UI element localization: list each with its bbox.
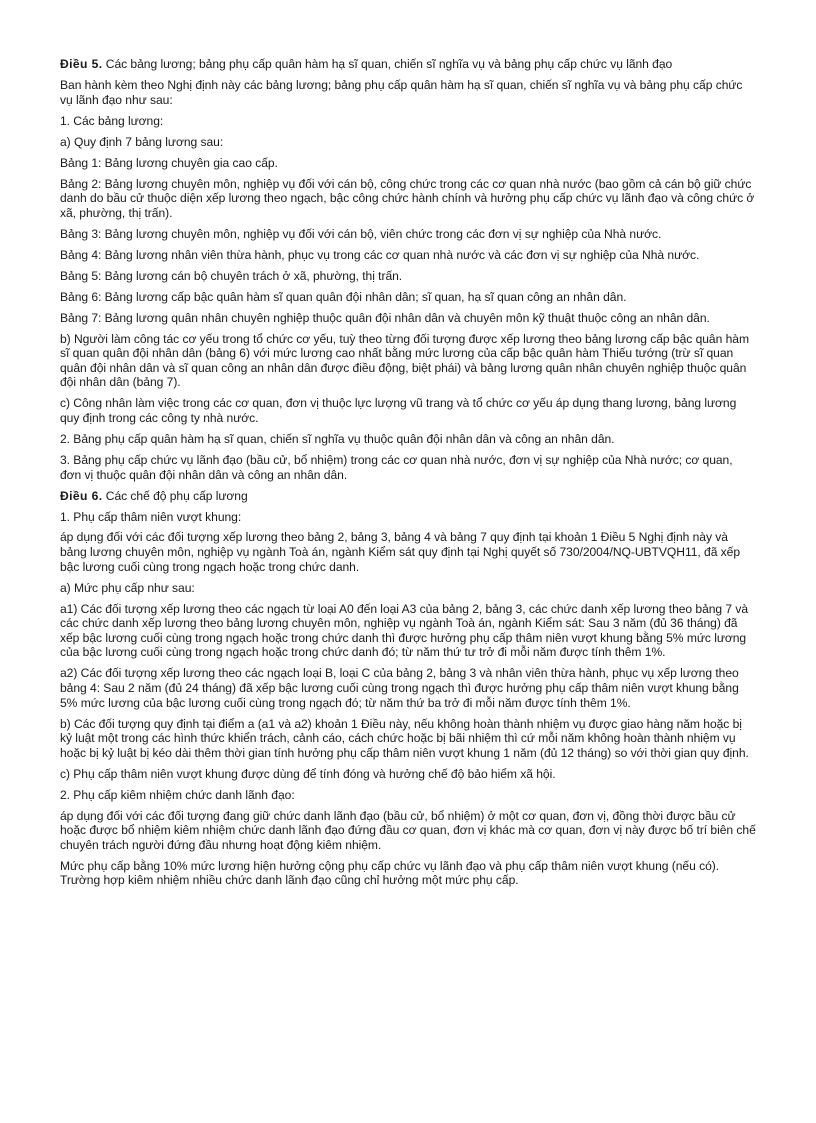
section-1c: c) Công nhân làm việc trong các cơ quan, đơn vị thuộc lực lượng vũ trang và tổ chức cơ yếu áp dụng thang lương, bảng lương quy định trong các công ty nhà nước. [60, 396, 737, 425]
article-6-title: Các chế độ phụ cấp lương [102, 488, 248, 503]
table-2-item: Bảng 2: Bảng lương chuyên môn, nghiệp vụ đối với cán bộ, công chức trong các cơ quan nhà nước (bao gồm cả cán bộ giữ chức danh do bầu cử thuộc diện xếp lương theo ngạch, bậc công chức hành chính và hưởng phụ cấp chức vụ lãnh đạo và công chức ở xã, phường, thị trấn). [60, 176, 755, 220]
table-1-item: Bảng 1: Bảng lương chuyên gia cao cấp. [60, 155, 278, 170]
article-5-title: Các bảng lương; bảng phụ cấp quân hàm hạ sĩ quan, chiến sĩ nghĩa vụ và bảng phụ cấp chức vụ lãnh đạo [102, 57, 673, 71]
table-3-item: Bảng 3: Bảng lương chuyên môn, nghiệp vụ đối với cán bộ, viên chức trong các đơn vị sự nghiệp của Nhà nước. [60, 226, 662, 241]
article-5-number: Điều 5. [60, 57, 103, 71]
table-6-item: Bảng 6: Bảng lương cấp bậc quân hàm sĩ quan quân đội nhân dân; sĩ quan, hạ sĩ quan công an nhân dân. [60, 289, 627, 304]
a6-section-2-intro: áp dụng đối với các đối tượng đang giữ chức danh lãnh đạo (bầu cử, bổ nhiệm) ở một cơ quan, đơn vị, đồng thời được bầu cử hoặc được bổ nhiệm kiêm nhiệm chức danh lãnh đạo đứng đầu cơ quan, đơn vị khác mà cơ quan, đơn vị này được bố trí biên chế chuyên trách người đứng đầu nhưng hoạt động kiêm nhiệm. [60, 808, 756, 852]
a6-section-1b: b) Các đối tượng quy định tại điểm a (a1 và a2) khoản 1 Điều này, nếu không hoàn thành nhiệm vụ được giao hàng năm hoặc bị kỷ luật một trong các hình thức khiển trách, cảnh cáo, cách chức hoặc bị bãi nhiệm thì cứ mỗi năm không hoàn thành nhiệm vụ hoặc bị kỷ luật bị kéo dài thêm thời gian tính hưởng phụ cấp thâm niên vượt khung 1 năm (đủ 12 tháng) so với thời gian quy định. [60, 716, 749, 760]
a6-section-1-heading: 1. Phụ cấp thâm niên vượt khung: [60, 509, 242, 524]
section-1b: b) Người làm công tác cơ yếu trong tổ chức cơ yếu, tuỳ theo từng đối tượng được xếp lương theo bảng lương cấp bậc quân hàm sĩ quan quân đội nhân dân (bảng 6) với mức lương cao nhất bằng mức lương của cấp bậc quân hàm Thiếu tướng (trừ sĩ quan quân đội nhân dân và sĩ quan công an nhân dân được điều động, biệt phái) và bảng lương quân nhân chuyên nghiệp thuộc quân đội nhân dân (bảng 7). [60, 331, 749, 390]
a6-section-1a1: a1) Các đối tượng xếp lương theo các ngạch từ loại A0 đến loại A3 của bảng 2, bảng 3, các chức danh xếp lương theo bảng 7 và các chức danh xếp lương theo bảng lương chuyên môn, nghiệp vụ ngành Toà án, ngành Kiểm sát: Sau 3 năm (đủ 36 tháng) đã xếp bậc lương cuối cùng trong ngạch hoặc trong chức danh thì được hưởng phụ cấp thâm niên vượt khung bằng 5% mức lương của bậc lương cuối cùng trong ngạch hoặc trong chức danh đó; từ năm thứ tư trở đi mỗi năm được tính thêm 1%. [60, 601, 749, 660]
a6-section-1a: a) Mức phụ cấp như sau: [60, 580, 195, 595]
article-6-heading [60, 489, 756, 504]
a6-section-1c: c) Phụ cấp thâm niên vượt khung được dùng để tính đóng và hưởng chế độ bảo hiểm xã hội. [60, 766, 556, 781]
table-5-item: Bảng 5: Bảng lương cán bộ chuyên trách ở xã, phường, thị trấn. [60, 268, 403, 283]
section-1-heading: 1. Các bảng lương: [60, 113, 164, 128]
a6-section-2-heading: 2. Phụ cấp kiêm nhiệm chức danh lãnh đạo: [60, 787, 295, 802]
section-2: 2. Bảng phụ cấp quân hàm hạ sĩ quan, chiến sĩ nghĩa vụ thuộc quân đội nhân dân và công an nhân dân. [60, 431, 615, 446]
article-5-heading [60, 57, 756, 72]
table-7-item: Bảng 7: Bảng lương quân nhân chuyên nghiệp thuộc quân đội nhân dân và chuyên môn kỹ thuật thuộc công an nhân dân. [60, 310, 710, 325]
section-3: 3. Bảng phụ cấp chức vụ lãnh đạo (bầu cử, bổ nhiệm) trong các cơ quan nhà nước, đơn vị sự nghiệp của Nhà nước; cơ quan, đơn vị thuộc quân đội nhân dân và công an nhân dân. [60, 452, 733, 482]
section-1a: a) Quy định 7 bảng lương sau: [60, 134, 224, 149]
a6-section-1-intro: áp dụng đối với các đối tượng xếp lương theo bảng 2, bảng 3, bảng 4 và bảng 7 quy định tại khoản 1 Điều 5 Nghị định này và bảng lương chuyên môn, nghiệp vụ ngành Toà án, ngành Kiểm sát quy định tại Nghị quyết số 730/2004/NQ-UBTVQH11, đã xếp bậc lương cuối cùng trong ngạch hoặc trong chức danh. [60, 530, 741, 574]
article-6-number: Điều 6. [60, 488, 103, 503]
table-4-item: Bảng 4: Bảng lương nhân viên thừa hành, phục vụ trong các cơ quan nhà nước và các đơn vị sự nghiệp của Nhà nước. [60, 247, 700, 262]
article-5-intro: Ban hành kèm theo Nghị định này các bảng lương; bảng phụ cấp quân hàm hạ sĩ quan, chiến sĩ nghĩa vụ và bảng phụ cấp chức vụ lãnh đạo như sau: [60, 77, 743, 107]
a6-section-2-rate: Mức phụ cấp bằng 10% mức lương hiện hưởng cộng phụ cấp chức vụ lãnh đạo và phụ cấp thâm niên vượt khung (nếu có). Trường hợp kiêm nhiệm nhiều chức danh lãnh đạo cũng chỉ hưởng một mức phụ cấp. [60, 858, 720, 888]
a6-section-1a2: a2) Các đối tượng xếp lương theo các ngạch loại B, loại C của bảng 2, bảng 3 và nhân viên thừa hành, phục vụ xếp lương theo bảng 4: Sau 2 năm (đủ 24 tháng) đã xếp bậc lương cuối cùng trong ngạch thì được hưởng phụ cấp thâm niên vượt khung bằng 5% mức lương của bậc lương cuối cùng trong ngạch đó; từ năm thứ ba trở đi mỗi năm được tính thêm 1%. [60, 666, 739, 710]
